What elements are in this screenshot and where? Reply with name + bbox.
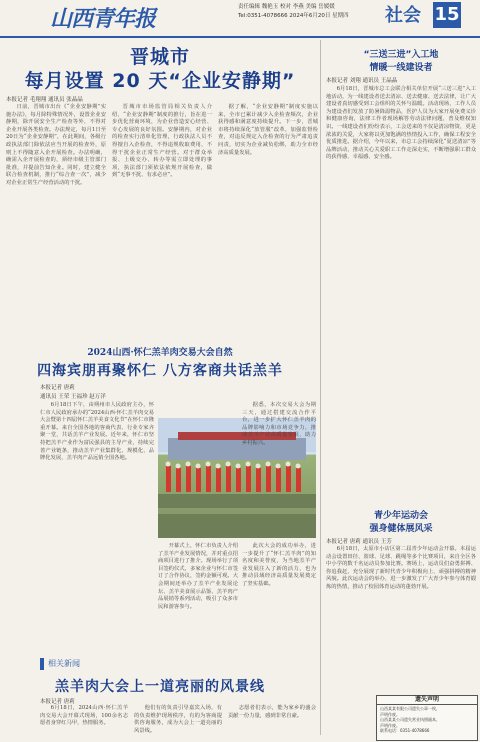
newspaper-logo: 山西青年报 [50,6,156,32]
article5-body [326,546,476,690]
article3-title: 羔羊肉大会上一道亮丽的风景线 [55,679,265,695]
article2-paragraph: 6月18日下午，由朔州市人民政府主办，怀仁市人民政府承办的“2024山西·怀仁羔羊肉交易大会暨第十四届怀仁羔羊美食文化节”在怀仁市隆重开幕。来自全国各地的客商代表、行业专家齐聚一堂，共话羔羊产业发展。近年来，怀仁市坚持把羔羊产业作为富民强县的主导产业，持续完善产业链条，推动羔羊产业集群化、规模化、品牌化发展，羔羊肉产品远销全国各地。 [40,402,154,462]
article3-paragraph: 6月18日，2024山西·怀仁羔羊肉交易大会开幕式现场，100余名志愿者身穿红马甲，热情服务。 [40,705,128,727]
article1-title-line2: 每月设置 20 天“企业安静期” [24,70,296,92]
article3-paragraph: 志愿者们表示，能为家乡的盛会贡献一份力量，感到非常自豪。 [228,705,316,719]
article1-column-2 [112,104,212,334]
classified-ad-title: 遗失声明 [377,696,477,705]
article2-byline-correspondents: 通讯员 王荣 王福珍 赵万洋 [40,394,106,400]
column-divider [320,40,321,735]
article2-paragraph: 此次大会的成功举办，进一步提升了“怀仁羔羊肉”的知名度和美誉度，为当地羔羊产业发展注入了新的活力，也为推动县域经济高质量发展奠定了坚实基础。 [242,543,316,587]
article1-byline: 本报记者 毛翔翔 通讯员 张晶晶 [6,97,83,103]
article2-column-2 [158,543,238,650]
article4-paragraph: 6月18日，晋城市总工会联合相关单位开展“三送三进”入工地活动，为一线建设者送去清凉、送去健康、送去法律，让广大建设者真切感受到工会组织的关怀与温暖。活动现场，工作人员为建设者们发放了防暑降温物品，医护人员为大家开展免费义诊和健康咨询，法律工作者现场解答劳动法律问题，普及维权知识。一线建设者们纷纷表示，工会送来的不仅是清凉物资，更是浓浓的关爱，大家将以更加饱满的热情投入工作，确保工程安全优质推进。据介绍，今年以来，市总工会持续深化“夏送清凉”等品牌活动，推动关心关爱职工工作走深走实，不断增强职工群众的获得感、幸福感、安全感。 [326,86,476,161]
article2-column-1 [40,402,154,650]
classified-ad-box [376,695,478,741]
article2-column-4 [242,543,316,650]
article4-title-line2: 情暖一线建设者 [369,63,433,73]
article3-column-1 [40,705,128,739]
article3-column-2 [134,705,222,739]
related-news-bar-icon [40,658,44,670]
classified-ad-line: 山西某某公司遗失营业执照副本， [380,717,440,723]
article1-paragraph: 据了解，“企业安静期”制度实施以来，全市已累计减少入企检查频次，企业获得感和满意度持续提升。下一步，晋城市将持续深化“放管服”改革，加强监督检查，对违反规定入企检查的行为严肃追责问责，切实为企业减负松绑，助力全市经济高质量发展。 [218,104,318,156]
article2-paragraph: 开幕式上，怀仁市负责人介绍了羔羊产业发展情况，并对重点招商项目进行了推介。现场举行了项目签约仪式，多家企业与怀仁市签订了合作协议，签约金额可观。大会期间还举办了羔羊产业发展论坛、羔羊美食展示品鉴、羔羊肉产品展销等系列活动，吸引了众多市民和游客参与。 [158,543,238,610]
article3-byline: 本报记者 唐莉 [40,699,75,705]
classified-ad-line: 山西某某有限公司遗失公章一枚， [380,706,440,711]
article1-title-line1: 晋城市 [129,46,190,68]
related-news-tag [40,658,130,670]
article2-title: 四海宾朋再聚怀仁 八方客商共话羔羊 [37,363,283,379]
article4-title-line1: “三送三进”入工地 [363,50,439,60]
article5-paragraph: 6月18日，太原市小店区第二届青少年运动会开幕。本届运动会设置田径、篮球、足球、跳绳等多个比赛项目，来自全区各中小学的数千名运动员参加比赛。赛场上，运动员们奋勇拼搏、你追我赶，充分展现了新时代青少年积极向上、顽强拼搏的精神风貌。此次运动会的举办，进一步激发了广大青少年参与体育锻炼的热情，推动了校园体育运动的蓬勃开展。 [326,546,476,590]
article4-byline: 本报记者 刘翔 通讯员 王晶晶 [326,78,398,84]
article3-paragraph: 他们有的负责引导嘉宾入场，有的负责维护现场秩序，有的为客商提供咨询服务，成为大会上一道亮丽的风景线。 [134,705,222,734]
article5-byline: 本报记者 唐莉 通讯员 王芳 [326,539,392,545]
article2-column-3 [242,402,316,446]
article5-title-line1: 青少年运动会 [373,511,428,521]
article2-paragraph: 据悉，本次交易大会为期三天，通过搭建交流合作平台，进一步扩大怀仁羔羊肉的品牌影响力和市场竞争力，推动羔羊产业高质量发展，助力乡村振兴。 [242,402,316,446]
related-news-label: 相关新闻 [48,659,80,668]
classified-ad-line: 联系电话：0351-4078666 [380,728,430,734]
classified-ad-line: 声明作废。 [380,722,400,728]
classified-ad-line: 声明作废。 [380,711,400,717]
article2-byline-reporter: 本报记者 唐莉 [40,385,75,391]
article2-subtitle: 2024山西·怀仁羔羊肉交易大会自然 [87,348,233,358]
article1-paragraph: 日前，晋城市出台《“企业安静期”实施办法》，每月除特殊情况外，设置企业安静期，除开展安全生产检查等外，不得对企业开展各类检查。办法规定，每月1日至20日为“企业安静期”，在此期间，各级行政执法部门除依法应当开展的检查外，原则上不得随意入企开展检查。办法明确，确需入企开展检查的，须经市级主管部门批准，并提前告知企业。同时，建立健全联合检查机制，推行“综合查一次”，减少对企业正常生产经营活动的干扰。 [6,104,106,186]
page-number: 15 [433,2,461,28]
article5-title-line2: 强身健体展风采 [369,524,433,534]
article1-paragraph: 晋城市市场监管局相关负责人介绍，“企业安静期”制度的推行，旨在进一步优化营商环境，为企业营造安心经营、专心发展的良好氛围。安静期内，对企业的检查实行清单化管理，行政执法人员不得擅自入企检查，不得违规收取费用，不得干扰企业正常生产经营。对于群众举报、上级交办、转办等需立即处理的事项，执法部门须依法依规开展检查，做到“无事不扰、有求必应”。 [112,104,212,179]
article4-body [326,86,476,496]
article1-column-1 [6,104,106,334]
header-meta-editors: 责任编辑 魏艳玉 校对 李燕 美编 岳媛媛 [238,4,335,10]
header-meta [238,3,349,21]
section-name: 社会 [385,5,421,26]
article1-column-3 [218,104,318,334]
classified-ad-lines [380,706,474,734]
header-meta-date: Tel:0351-4078666 2024年6月20日 星期四 [238,13,349,19]
article3-column-3 [228,705,316,739]
